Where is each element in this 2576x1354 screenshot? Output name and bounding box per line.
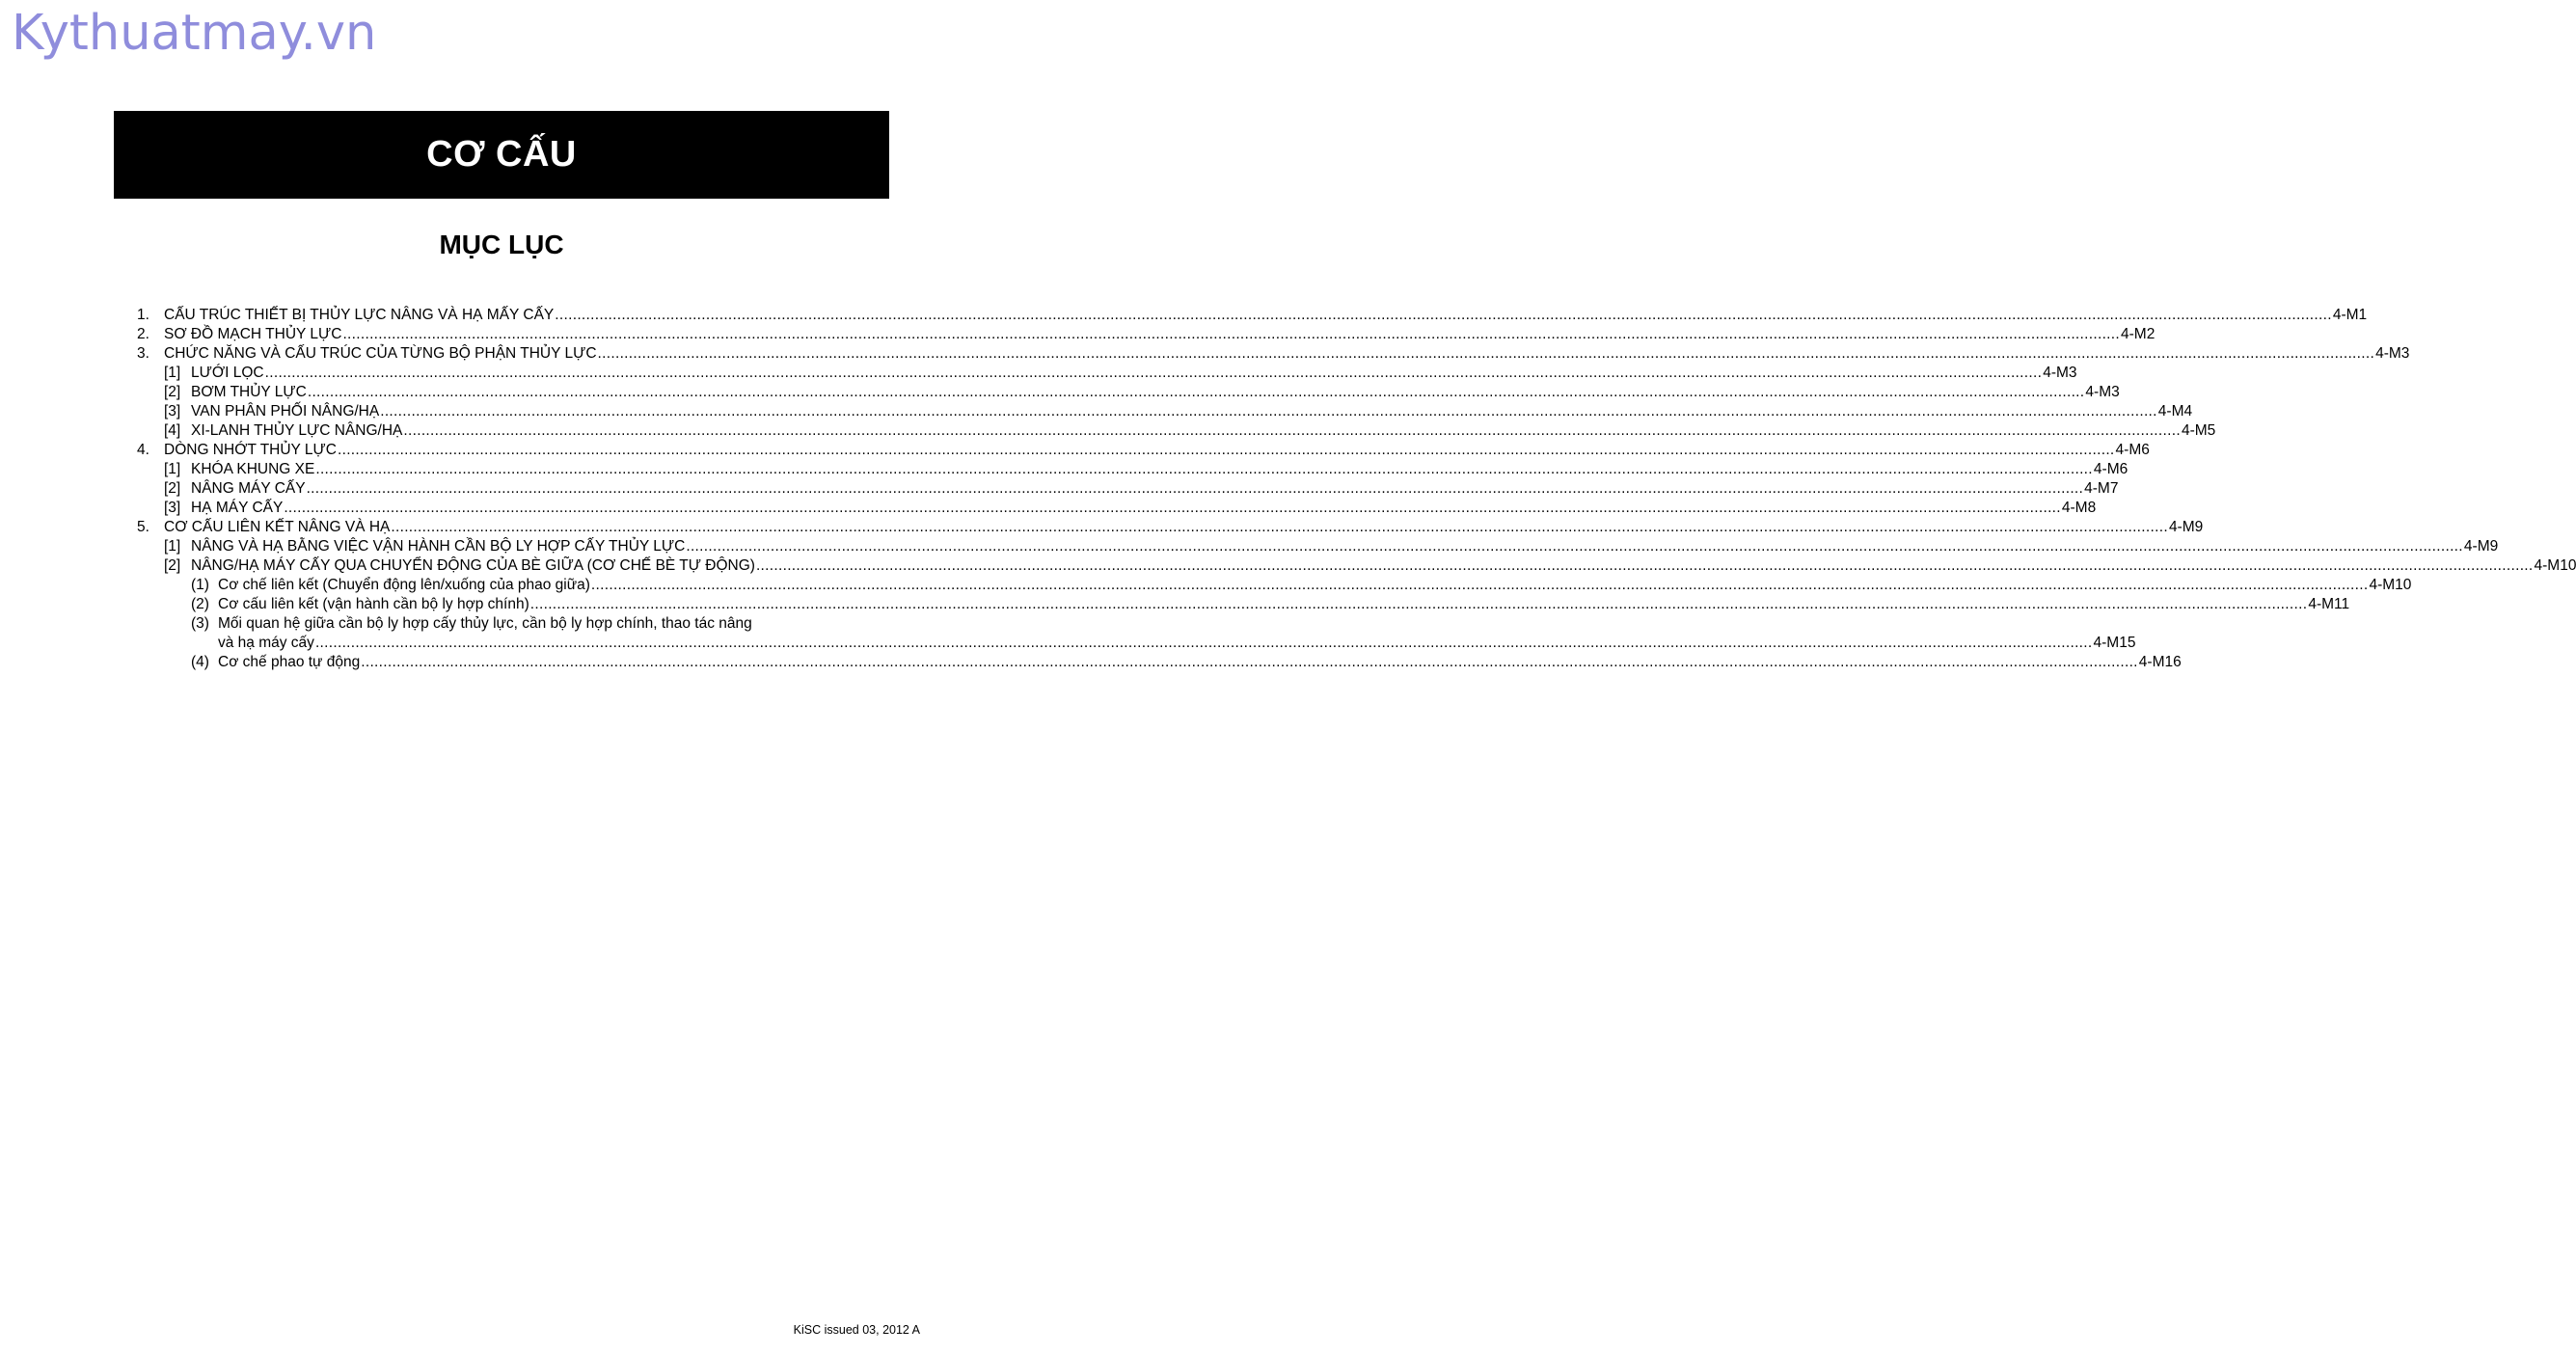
toc-dot-leader: ................................................................................................................................................................................................................................................................................................................................................................................................................ bbox=[264, 365, 2043, 381]
toc-heading: MỤC LỤC bbox=[439, 230, 564, 259]
toc-entry-number: 4. bbox=[137, 442, 149, 458]
toc-entry bbox=[0, 421, 2216, 441]
footer-issue-note: KiSC issued 03, 2012 A bbox=[793, 1323, 920, 1337]
toc-dot-leader: ................................................................................................................................................................................................................................................................................................................................................................................................................ bbox=[686, 538, 2463, 555]
toc-entry-page: 4-M1 bbox=[2332, 307, 2368, 323]
toc-entry-number: [3] bbox=[164, 500, 181, 516]
toc-dot-leader: ................................................................................................................................................................................................................................................................................................................................................................................................................ bbox=[284, 500, 2061, 516]
toc-entry-number: 2. bbox=[137, 326, 149, 342]
toc-entry bbox=[0, 576, 2412, 595]
toc-entry-page: 4-M5 bbox=[2181, 422, 2216, 439]
toc-entry-number: [2] bbox=[164, 384, 181, 400]
toc-entry-page: 4-M6 bbox=[2093, 461, 2129, 477]
toc-dot-leader: ................................................................................................................................................................................................................................................................................................................................................................................................................ bbox=[314, 635, 2093, 651]
toc-entry-page: 4-M3 bbox=[2043, 365, 2077, 381]
toc-entry-number: [4] bbox=[164, 422, 181, 439]
toc-entry-number: [1] bbox=[164, 461, 181, 477]
toc-entry-number: [1] bbox=[164, 365, 181, 381]
toc-dot-leader: ................................................................................................................................................................................................................................................................................................................................................................................................................ bbox=[590, 577, 2369, 593]
toc-entry bbox=[0, 518, 2204, 537]
toc-dot-leader: ................................................................................................................................................................................................................................................................................................................................................................................................................ bbox=[755, 557, 2534, 574]
toc-entry-page: 4-M3 bbox=[2375, 345, 2410, 362]
toc-entry bbox=[0, 325, 2156, 344]
toc-dot-leader: ................................................................................................................................................................................................................................................................................................................................................................................................................ bbox=[361, 654, 2138, 670]
toc-entry bbox=[0, 479, 2119, 499]
toc-entry-title: Cơ cấu liên kết (vận hành cần bộ ly hợp chính) bbox=[218, 596, 529, 612]
toc-dot-leader: ................................................................................................................................................................................................................................................................................................................................................................................................................ bbox=[391, 519, 2168, 535]
toc-entry-title: NÂNG MÁY CẤY bbox=[191, 480, 306, 497]
toc-entry bbox=[0, 344, 2410, 364]
toc-dot-leader: ................................................................................................................................................................................................................................................................................................................................................................................................................ bbox=[380, 403, 2157, 420]
toc-entry-title: NÂNG/HẠ MÁY CẤY QUA CHUYỂN ĐỘNG CỦA BÈ GIỮA (CƠ CHẾ BÈ TỰ ĐỘNG) bbox=[191, 557, 755, 574]
toc-entry-page: 4-M2 bbox=[2121, 326, 2156, 342]
toc-entry-number: [3] bbox=[164, 403, 181, 420]
toc-entry-page: 4-M7 bbox=[2084, 480, 2119, 497]
toc-entry-page: 4-M11 bbox=[2308, 596, 2350, 612]
toc-entry-title: BƠM THỦY LỰC bbox=[191, 384, 307, 400]
toc-entry bbox=[0, 441, 2150, 460]
toc-entry-number: (3) bbox=[191, 615, 209, 632]
toc-entry-title: VAN PHÂN PHỐI NÂNG/HẠ bbox=[191, 403, 380, 420]
toc-entry-title: XI-LANH THỦY LỰC NÂNG/HẠ bbox=[191, 422, 403, 439]
toc-entry-page: 4-M15 bbox=[2093, 635, 2136, 651]
toc-entry bbox=[0, 595, 2350, 614]
toc-entry-title: SƠ ĐỒ MẠCH THỦY LỰC bbox=[164, 326, 342, 342]
toc-entry-number: (1) bbox=[191, 577, 209, 593]
chapter-banner bbox=[114, 111, 889, 199]
toc-entry bbox=[0, 402, 2193, 421]
toc-entry-title-continuation: và hạ máy cấy bbox=[218, 635, 314, 651]
toc-entry-number: (4) bbox=[191, 654, 209, 670]
toc-entry-title: Cơ chế phao tự động bbox=[218, 654, 361, 670]
toc-entry-title: CẤU TRÚC THIẾT BỊ THỦY LỰC NÂNG VÀ HẠ MẤY CẤY bbox=[164, 307, 555, 323]
toc-entry bbox=[0, 556, 2576, 576]
toc-dot-leader: ................................................................................................................................................................................................................................................................................................................................................................................................................ bbox=[307, 384, 2085, 400]
toc-entry-number: [1] bbox=[164, 538, 181, 555]
toc-entry-page: 4-M6 bbox=[2115, 442, 2150, 458]
toc-entry-title: KHÓA KHUNG XE bbox=[191, 461, 315, 477]
toc-entry-page: 4-M3 bbox=[2085, 384, 2120, 400]
toc-entry-title: Cơ chế liên kết (Chuyển động lên/xuống của phao giữa) bbox=[218, 577, 590, 593]
toc-entry-number: 5. bbox=[137, 519, 149, 535]
toc-entry-page: 4-M8 bbox=[2061, 500, 2097, 516]
toc-entry-page: 4-M16 bbox=[2138, 654, 2182, 670]
toc-dot-leader: ................................................................................................................................................................................................................................................................................................................................................................................................................ bbox=[306, 480, 2084, 497]
toc-entry bbox=[0, 306, 2368, 325]
toc-entry-title: LƯỚI LỌC bbox=[191, 365, 264, 381]
toc-entry-number: [2] bbox=[164, 557, 181, 574]
toc-entry-page: 4-M9 bbox=[2463, 538, 2499, 555]
toc-entry-page: 4-M4 bbox=[2157, 403, 2193, 420]
toc-dot-leader: ................................................................................................................................................................................................................................................................................................................................................................................................................ bbox=[342, 326, 2120, 342]
toc-entry-page: 4-M9 bbox=[2168, 519, 2204, 535]
toc-entry bbox=[0, 364, 2077, 383]
toc-dot-leader: ................................................................................................................................................................................................................................................................................................................................................................................................................ bbox=[315, 461, 2093, 477]
toc-entry-number: (2) bbox=[191, 596, 209, 612]
toc-entry-title: CƠ CẤU LIÊN KẾT NÂNG VÀ HẠ bbox=[164, 519, 391, 535]
toc-dot-leader: ................................................................................................................................................................................................................................................................................................................................................................................................................ bbox=[337, 442, 2115, 458]
chapter-title: CƠ CẤU bbox=[426, 134, 577, 175]
toc-entry bbox=[0, 537, 2499, 556]
toc-entry bbox=[0, 460, 2129, 479]
toc-dot-leader: ................................................................................................................................................................................................................................................................................................................................................................................................................ bbox=[403, 422, 2181, 439]
toc-entry-number: 3. bbox=[137, 345, 149, 362]
toc-entry-title: CHỨC NĂNG VÀ CẤU TRÚC CỦA TỪNG BỘ PHẬN THỦY LỰC bbox=[164, 345, 597, 362]
toc-dot-leader: ................................................................................................................................................................................................................................................................................................................................................................................................................ bbox=[597, 345, 2375, 362]
toc-entry-page: 4-M10 bbox=[2534, 557, 2576, 574]
toc-entry bbox=[0, 383, 2120, 402]
toc-entry-title: Mối quan hệ giữa cần bộ ly hợp cấy thủy lực, cần bộ ly hợp chính, thao tác nâng bbox=[218, 615, 752, 632]
toc-entry-title: DÒNG NHỚT THỦY LỰC bbox=[164, 442, 337, 458]
toc-entry-page: 4-M10 bbox=[2369, 577, 2412, 593]
toc-dot-leader: ................................................................................................................................................................................................................................................................................................................................................................................................................ bbox=[555, 307, 2332, 323]
toc-entry bbox=[0, 614, 958, 634]
toc-entry-number: [2] bbox=[164, 480, 181, 497]
toc-entry-number: 1. bbox=[137, 307, 149, 323]
watermark-logo: Kythuatmay.vn bbox=[12, 5, 377, 62]
toc-entry-title: HẠ MÁY CẤY bbox=[191, 500, 284, 516]
toc-entry-continuation-row bbox=[0, 634, 2136, 653]
toc-entry bbox=[0, 653, 2182, 672]
toc-dot-leader: ................................................................................................................................................................................................................................................................................................................................................................................................................ bbox=[529, 596, 2308, 612]
toc-entry-title: NÂNG VÀ HẠ BẰNG VIỆC VẬN HÀNH CẦN BỘ LY HỢP CẤY THỦY LỰC bbox=[191, 538, 686, 555]
toc-entry bbox=[0, 499, 2097, 518]
